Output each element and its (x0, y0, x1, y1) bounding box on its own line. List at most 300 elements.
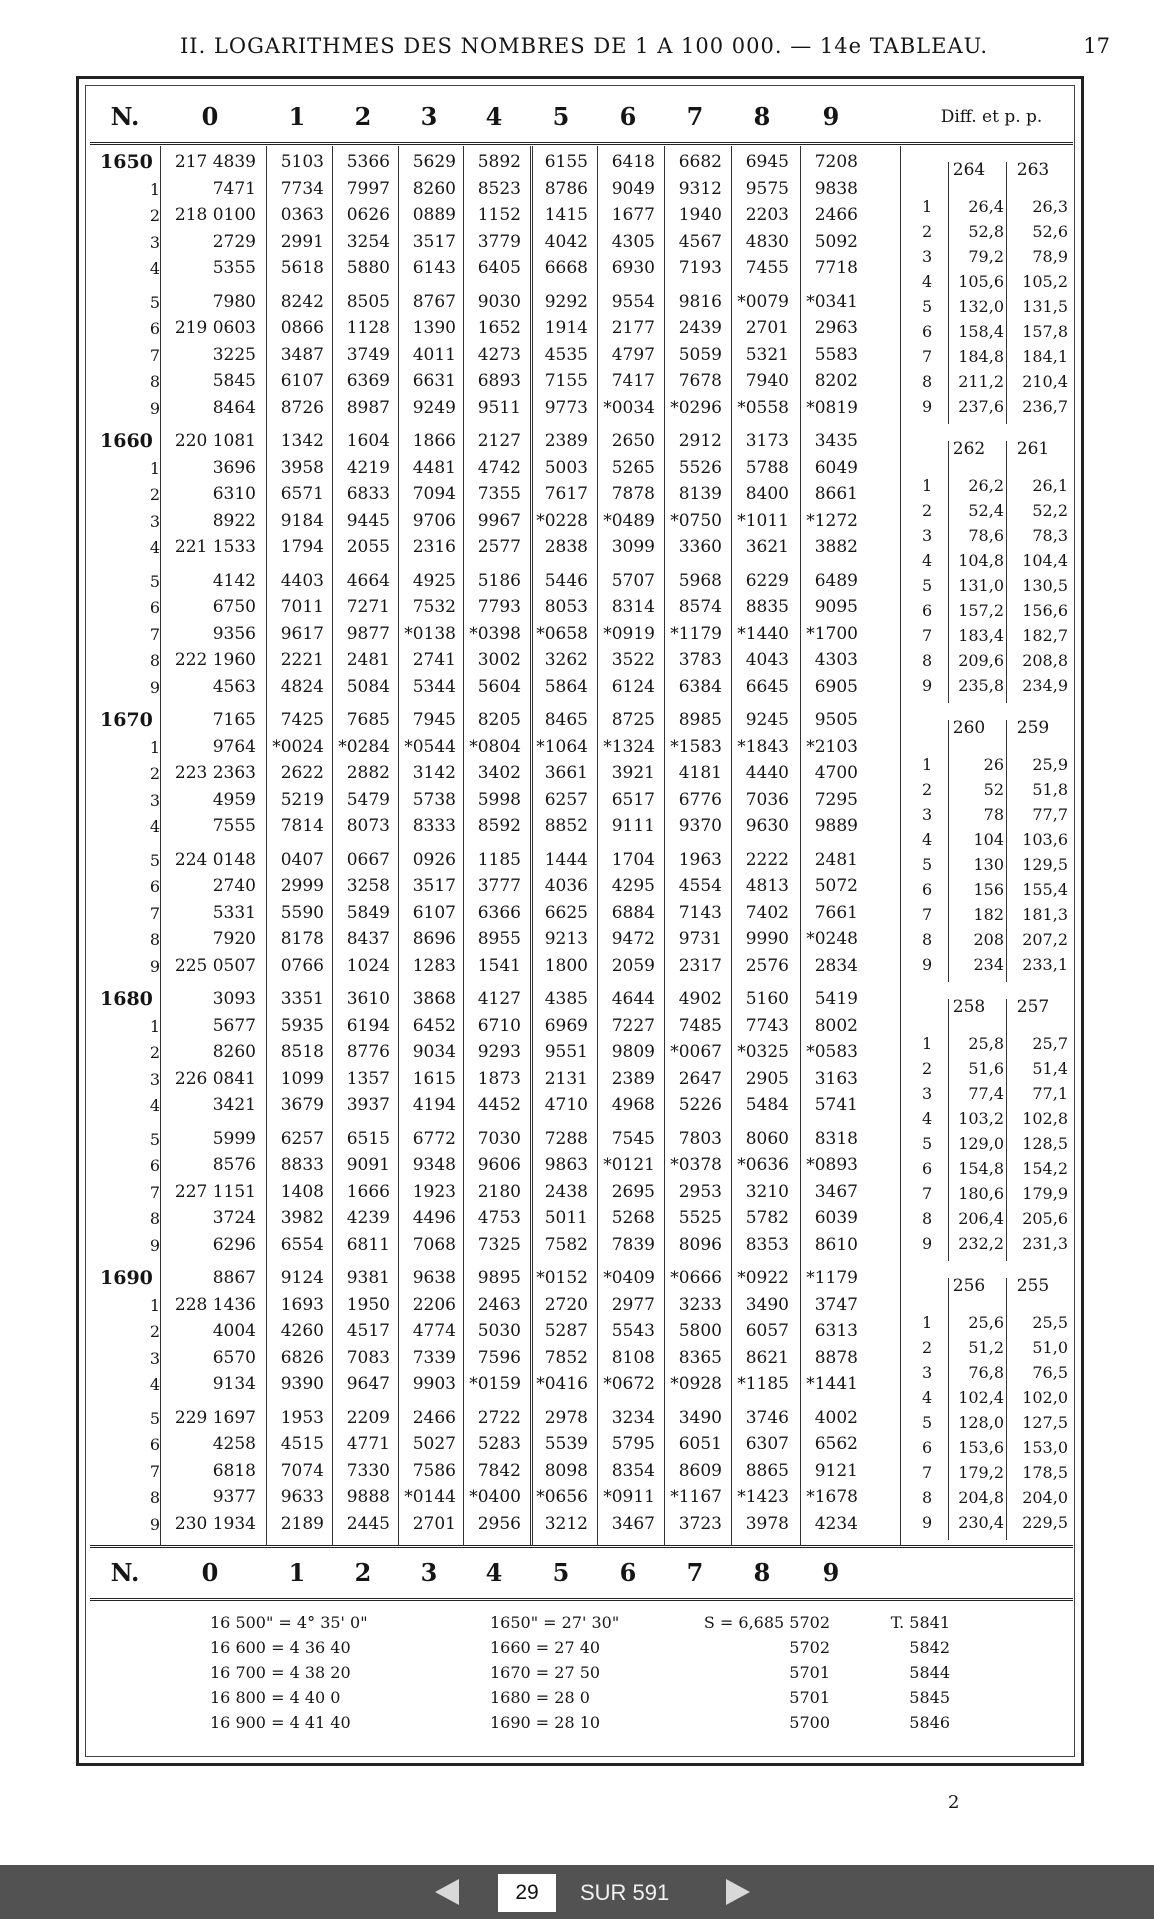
header-digit: 3 (420, 102, 438, 131)
row-number: 6 (149, 598, 160, 617)
mantissa-cell: 6625 (544, 902, 588, 923)
diff-value: 180,6 (958, 1184, 1004, 1203)
footer-conversions (90, 1610, 1073, 1760)
mantissa-cell: 1794 (280, 537, 324, 557)
mantissa-cell: 7945 (412, 710, 456, 730)
mantissa-cell: 3210 (745, 1181, 789, 1202)
table-row (90, 1014, 900, 1039)
table-row (90, 1153, 900, 1178)
row-number: 1 (149, 1016, 160, 1036)
diff-value: 26 (983, 755, 1004, 774)
diff-header (938, 718, 1068, 744)
row-number: 6 (149, 319, 160, 338)
mantissa-cell: 7685 (346, 710, 390, 730)
diff-value: 182 (973, 905, 1004, 924)
diff-row (900, 1031, 1073, 1056)
mantissa-cell: 6039 (814, 1208, 858, 1228)
table-row (90, 595, 900, 620)
mantissa-cell: 5539 (544, 1434, 588, 1454)
mantissa-cell: 5583 (814, 344, 858, 365)
diff-digit: 4 (922, 830, 933, 849)
diff-header (938, 439, 1068, 465)
mantissa-cell: 9706 (412, 510, 456, 531)
mantissa-cell: 6818 (212, 1460, 256, 1481)
row-number: 5 (149, 850, 160, 870)
diff-value: 156,6 (1022, 601, 1068, 620)
table-row (90, 482, 900, 507)
diff-row (900, 394, 1073, 419)
row-number: 3 (149, 1348, 160, 1368)
mantissa-cell: 6257 (280, 1128, 324, 1149)
mantissa-cell: 7485 (678, 1015, 722, 1036)
row-number: 9 (149, 956, 160, 976)
diff-digit: 7 (922, 1463, 933, 1482)
mantissa-cell: 1800 (544, 955, 588, 976)
mantissa-cell: 1950 (346, 1294, 390, 1315)
mantissa-cell: 2481 (814, 849, 858, 870)
page-header (0, 34, 1154, 66)
footer-line: 16 700 = 4 38 20 (210, 1663, 351, 1682)
header-n-label: N. (110, 102, 140, 131)
row-number: 9 (149, 1514, 160, 1534)
diff-header-value: 258 (952, 997, 986, 1017)
mantissa-cell: 6710 (477, 1015, 521, 1036)
diff-digit: 8 (922, 651, 933, 670)
diff-value: 234,9 (1022, 676, 1068, 695)
diff-value: 76,5 (1032, 1363, 1068, 1382)
diff-digit: 5 (922, 855, 933, 874)
mantissa-cell: 222 1960 (174, 650, 256, 670)
diff-row (900, 1056, 1073, 1081)
row-number: 1670 (100, 709, 153, 731)
footer-line: 1660 = 27 40 (490, 1638, 601, 1657)
table-row (90, 569, 900, 594)
mantissa-cell: 6257 (544, 789, 588, 810)
diff-value: 205,6 (1022, 1209, 1068, 1228)
mantissa-cell: 1357 (346, 1068, 390, 1089)
mantissa-cell: 2977 (611, 1294, 655, 1315)
diff-value: 178,5 (1022, 1463, 1068, 1482)
mantissa-cell: 8767 (412, 291, 456, 312)
diff-value: 104 (973, 830, 1004, 849)
mantissa-cell: 2741 (412, 650, 456, 670)
diff-value: 105,6 (958, 272, 1004, 291)
mantissa-cell: 9370 (678, 816, 722, 836)
mantissa-cell: 9903 (412, 1374, 456, 1394)
mantissa-cell: 3868 (412, 989, 456, 1009)
diff-value: 235,8 (958, 676, 1004, 695)
mantissa-cell: 3351 (280, 989, 324, 1009)
mantissa-cell: 1390 (412, 318, 456, 338)
mantissa-cell: 220 1081 (174, 431, 256, 451)
mantissa-cell: 2882 (346, 763, 390, 783)
mantissa-cell: 6930 (611, 258, 655, 278)
diff-row (900, 473, 1073, 498)
mantissa-cell: 7074 (280, 1460, 324, 1481)
diff-value: 131,5 (1022, 297, 1068, 316)
mantissa-cell: 5677 (212, 1015, 256, 1036)
mantissa-cell: 2729 (212, 231, 256, 252)
mantissa-cell: 9184 (280, 510, 324, 531)
mantissa-cell: 3163 (814, 1068, 858, 1089)
footer-col-seconds-degrees (210, 1610, 368, 1735)
mantissa-cell: 6570 (212, 1347, 256, 1368)
table-row (90, 177, 900, 202)
row-number: 3 (149, 1069, 160, 1089)
mantissa-cell: 1444 (544, 849, 588, 870)
mantissa-cell: 9889 (814, 816, 858, 836)
diff-value: 77,1 (1032, 1084, 1068, 1103)
mantissa-cell: *1179 (670, 623, 722, 644)
mantissa-cell: 8661 (814, 484, 858, 504)
mantissa-cell: 7227 (611, 1015, 655, 1036)
mantissa-cell: *1843 (737, 736, 789, 757)
footer-line: 16 900 = 4 41 40 (210, 1713, 351, 1732)
mantissa-cell: 3254 (346, 231, 390, 252)
footer-line: 5701 (789, 1688, 830, 1707)
mantissa-cell: 4127 (477, 989, 521, 1009)
mantissa-cell: 1652 (477, 318, 521, 338)
diff-value: 210,4 (1022, 372, 1068, 391)
mantissa-cell: 2131 (544, 1068, 588, 1089)
mantissa-cell: 8400 (745, 484, 789, 504)
row-number: 2 (149, 1043, 160, 1062)
mantissa-cell: 0766 (280, 955, 324, 976)
mantissa-cell: 4515 (280, 1434, 324, 1454)
diff-value: 104,4 (1022, 551, 1068, 570)
diff-value: 204,8 (958, 1488, 1004, 1507)
diff-value: 182,7 (1022, 626, 1068, 645)
mantissa-cell: 8260 (212, 1042, 256, 1062)
table-row (90, 1067, 900, 1092)
row-number: 2 (149, 1322, 160, 1341)
mantissa-cell: 228 1436 (174, 1294, 256, 1315)
mantissa-cell: 5331 (212, 902, 256, 923)
mantissa-cell: 5366 (346, 152, 390, 172)
diff-row (900, 902, 1073, 927)
mantissa-cell: 3490 (745, 1294, 789, 1315)
diff-digit: 3 (922, 1084, 933, 1103)
mantissa-cell: *0296 (670, 397, 722, 418)
row-number: 8 (149, 651, 160, 670)
diff-value: 26,1 (1032, 476, 1068, 495)
diff-row (900, 623, 1073, 648)
mantissa-cell: 5479 (346, 789, 390, 810)
footer-line: 16 500" = 4° 35' 0" (210, 1613, 368, 1632)
mantissa-cell: 7586 (412, 1460, 456, 1481)
page-number-input[interactable] (498, 1874, 556, 1912)
mantissa-cell: 5849 (346, 902, 390, 923)
mantissa-cell: 4260 (280, 1321, 324, 1341)
diff-digit: 4 (922, 551, 933, 570)
triangle-right-icon[interactable] (726, 1879, 750, 1905)
mantissa-cell: 2720 (544, 1294, 588, 1315)
mantissa-cell: 9551 (544, 1042, 588, 1062)
mantissa-cell: 3723 (678, 1513, 722, 1534)
diff-value: 156 (973, 880, 1004, 899)
mantissa-cell: 4771 (346, 1434, 390, 1454)
mantissa-cell: 5084 (346, 676, 390, 697)
diff-digit: 5 (922, 1413, 933, 1432)
row-number: 1680 (100, 988, 153, 1010)
mantissa-cell: 8333 (412, 816, 456, 836)
mantissa-cell: 3142 (412, 763, 456, 783)
mantissa-cell: 6826 (280, 1347, 324, 1368)
diff-digit: 2 (922, 1338, 933, 1357)
mantissa-cell: 2999 (280, 876, 324, 896)
footer-line: S = 6,685 5702 (703, 1613, 830, 1632)
mantissa-cell: 4481 (412, 457, 456, 478)
header-digit: 1 (288, 1558, 306, 1587)
mantissa-cell: 1615 (412, 1068, 456, 1089)
diff-row (900, 1206, 1073, 1231)
header-digit: 7 (686, 102, 704, 131)
mantissa-cell: 2622 (280, 763, 324, 783)
mantissa-cell: 6969 (544, 1015, 588, 1036)
mantissa-cell: 4554 (678, 876, 722, 896)
mantissa-cell: *0666 (670, 1268, 722, 1288)
mantissa-cell: 6194 (346, 1015, 390, 1036)
mantissa-cell: 4043 (745, 650, 789, 670)
diff-value: 52,6 (1032, 222, 1068, 241)
diff-value: 236,7 (1022, 397, 1068, 416)
mantissa-cell: *0656 (536, 1487, 588, 1507)
row-number: 4 (149, 817, 160, 836)
mantissa-cell: 1342 (280, 431, 324, 451)
mantissa-cell: 4042 (544, 231, 588, 252)
mantissa-cell: 5998 (477, 789, 521, 810)
diff-row (900, 852, 1073, 877)
mantissa-cell: 3093 (212, 989, 256, 1009)
mantissa-cell: 3173 (745, 431, 789, 451)
mantissa-cell: 0926 (412, 849, 456, 870)
mantissa-cell: 2466 (814, 205, 858, 225)
diff-value: 230,4 (958, 1513, 1004, 1532)
mantissa-cell: 4824 (280, 676, 324, 697)
diff-digit: 1 (922, 755, 933, 774)
mantissa-cell: 3783 (678, 650, 722, 670)
mantissa-cell: *0922 (737, 1268, 789, 1288)
header-digit: 1 (288, 102, 306, 131)
diff-value: 130,5 (1022, 576, 1068, 595)
header-digit: 3 (420, 1558, 438, 1587)
mantissa-cell: 4567 (678, 231, 722, 252)
mantissa-cell: 2722 (477, 1407, 521, 1428)
mantissa-cell: 7803 (678, 1128, 722, 1149)
mantissa-cell: *0672 (603, 1374, 655, 1394)
mantissa-cell: 9111 (611, 816, 655, 836)
diff-value: 105,2 (1022, 272, 1068, 291)
mantissa-cell: 8955 (477, 929, 521, 949)
mantissa-cell: 8053 (544, 597, 588, 617)
diff-digit: 1 (922, 1313, 933, 1332)
diff-row (900, 1310, 1073, 1335)
mantissa-cell: 8922 (212, 510, 256, 531)
footer-line: 5702 (789, 1638, 830, 1657)
mantissa-cell: 7155 (544, 371, 588, 391)
mantissa-cell: 8505 (346, 291, 390, 312)
mantissa-cell: 3747 (814, 1294, 858, 1315)
mantissa-cell: 5795 (611, 1434, 655, 1454)
table-row (90, 1233, 900, 1258)
row-number: 4 (149, 1375, 160, 1394)
row-number: 9 (149, 1235, 160, 1255)
mantissa-cell: 1152 (477, 205, 521, 225)
mantissa-cell: 8574 (678, 597, 722, 617)
mantissa-cell: 7295 (814, 789, 858, 810)
mantissa-cell: 8835 (745, 597, 789, 617)
mantissa-cell: 5344 (412, 676, 456, 697)
diff-value: 52,8 (968, 222, 1004, 241)
diff-row (900, 752, 1073, 777)
mantissa-cell: 3696 (212, 457, 256, 478)
mantissa-cell: 2203 (745, 205, 789, 225)
diff-value: 233,1 (1022, 955, 1068, 974)
mantissa-cell: *1440 (737, 623, 789, 644)
diff-row (900, 573, 1073, 598)
mantissa-cell: 4194 (412, 1095, 456, 1115)
mantissa-cell: 7661 (814, 902, 858, 923)
diff-digit: 1 (922, 197, 933, 216)
diff-value: 181,3 (1022, 905, 1068, 924)
diff-value: 153,0 (1022, 1438, 1068, 1457)
mantissa-cell: 8464 (212, 397, 256, 418)
mantissa-cell: *1678 (806, 1487, 858, 1507)
mantissa-cell: 8878 (814, 1347, 858, 1368)
footer-line: 5846 (909, 1713, 950, 1732)
header-digit: 6 (619, 1558, 637, 1587)
mantissa-cell: 9617 (280, 623, 324, 644)
diff-digit: 9 (922, 397, 933, 416)
diff-block (900, 718, 1073, 996)
mantissa-cell: 4011 (412, 344, 456, 365)
mantissa-cell: 7208 (814, 152, 858, 172)
mantissa-cell: *1011 (737, 510, 789, 531)
mantissa-cell: 7980 (212, 291, 256, 312)
row-number: 4 (149, 1096, 160, 1115)
mantissa-cell: *0121 (603, 1155, 655, 1175)
mantissa-cell: 5880 (346, 258, 390, 278)
mantissa-cell: 1283 (412, 955, 456, 976)
diff-value: 129,5 (1022, 855, 1068, 874)
mantissa-cell: 9554 (611, 291, 655, 312)
diff-row (900, 1131, 1073, 1156)
mantissa-cell: 5845 (212, 371, 256, 391)
mantissa-cell: 7094 (412, 484, 456, 504)
mantissa-cell: 4753 (477, 1208, 521, 1228)
table-row (90, 874, 900, 899)
diff-value: 132,0 (958, 297, 1004, 316)
diff-value: 179,2 (958, 1463, 1004, 1482)
mantissa-cell: *0284 (338, 736, 390, 757)
diff-row (900, 369, 1073, 394)
mantissa-cell: 1099 (280, 1068, 324, 1089)
mantissa-cell: *0159 (469, 1374, 521, 1394)
mantissa-cell: 3360 (678, 537, 722, 557)
diff-digit: 9 (922, 955, 933, 974)
diff-row (900, 1360, 1073, 1385)
mantissa-cell: 8523 (477, 178, 521, 199)
mantissa-cell: 7678 (678, 371, 722, 391)
diff-value: 102,4 (958, 1388, 1004, 1407)
diff-row (900, 927, 1073, 952)
diff-value: 102,0 (1022, 1388, 1068, 1407)
log-table-body (90, 146, 900, 1542)
triangle-left-icon[interactable] (435, 1879, 459, 1905)
mantissa-cell: 2055 (346, 537, 390, 557)
diff-panel (900, 146, 1073, 1542)
mantissa-cell: 5287 (544, 1321, 588, 1341)
mantissa-cell: 5968 (678, 570, 722, 591)
table-row (90, 648, 900, 673)
table-row (90, 150, 900, 175)
table-row (90, 1293, 900, 1318)
mantissa-cell: 6515 (346, 1128, 390, 1149)
table-row (90, 814, 900, 839)
viewer-toolbar (0, 1865, 1154, 1919)
mantissa-cell: *0144 (404, 1487, 456, 1507)
mantissa-cell: 2481 (346, 650, 390, 670)
diff-row (900, 1335, 1073, 1360)
table-row (90, 429, 900, 454)
mantissa-cell: 4710 (544, 1095, 588, 1115)
header-digit: 0 (201, 102, 219, 131)
mantissa-cell: 4002 (814, 1407, 858, 1428)
mantissa-cell: 2221 (280, 650, 324, 670)
mantissa-cell: 7545 (611, 1128, 655, 1149)
mantissa-cell: 3002 (477, 650, 521, 670)
diff-value: 158,4 (958, 322, 1004, 341)
mantissa-cell: 6452 (412, 1015, 456, 1036)
mantissa-cell: 5484 (745, 1095, 789, 1115)
row-number: 7 (149, 1182, 160, 1202)
mantissa-cell: 3978 (745, 1513, 789, 1534)
mantissa-cell: 7734 (280, 178, 324, 199)
mantissa-cell: 6571 (280, 484, 324, 504)
diff-value: 51,4 (1032, 1059, 1068, 1078)
mantissa-cell: 3982 (280, 1208, 324, 1228)
diff-value: 25,5 (1032, 1313, 1068, 1332)
mantissa-cell: 7355 (477, 484, 521, 504)
mantissa-cell: 3099 (611, 537, 655, 557)
diff-value: 103,6 (1022, 830, 1068, 849)
mantissa-cell: 5741 (814, 1095, 858, 1115)
mantissa-cell: 9809 (611, 1042, 655, 1062)
mantissa-cell: 6124 (611, 676, 655, 697)
mantissa-cell: 4959 (212, 789, 256, 810)
mantissa-cell: 9134 (212, 1374, 256, 1394)
diff-header-value: 262 (952, 439, 986, 459)
footer-col-seconds-minutes (490, 1610, 619, 1735)
diff-value: 207,2 (1022, 930, 1068, 949)
footer-line: 16 800 = 4 40 0 (210, 1688, 341, 1707)
diff-value: 52 (983, 780, 1004, 799)
table-row (90, 622, 900, 647)
mantissa-cell: 3517 (412, 876, 456, 896)
mantissa-cell: 2577 (477, 537, 521, 557)
diff-header (938, 160, 1068, 186)
mantissa-cell: *1423 (737, 1487, 789, 1507)
diff-digit: 4 (922, 1388, 933, 1407)
mantissa-cell: 9030 (477, 291, 521, 312)
mantissa-cell: 5892 (477, 152, 521, 172)
diff-value: 104,8 (958, 551, 1004, 570)
mantissa-cell: 9095 (814, 597, 858, 617)
mantissa-cell: 4797 (611, 344, 655, 365)
mantissa-cell: *0400 (469, 1487, 521, 1507)
mantissa-cell: *0893 (806, 1155, 858, 1175)
mantissa-cell: 2912 (678, 431, 722, 451)
